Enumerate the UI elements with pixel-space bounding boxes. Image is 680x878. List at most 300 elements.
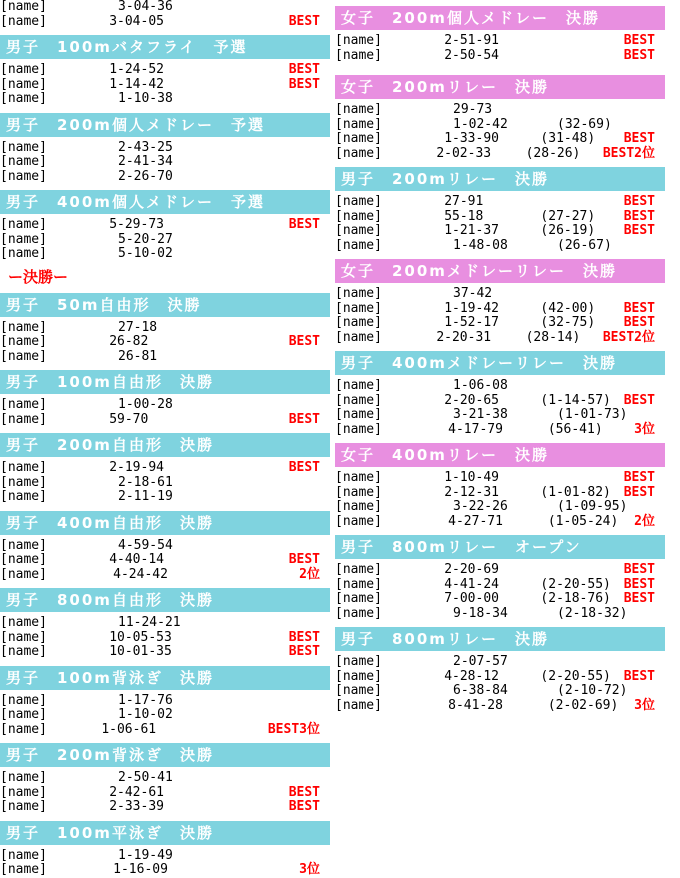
split-time: (32-75) [540,315,596,330]
placing [655,578,665,593]
best-mark: BEST [623,562,656,577]
result-row [335,563,665,578]
result-time: 7-00-00 [444,591,499,606]
swimmer-name: [name] [335,237,382,253]
result-time: 2-26-70 [118,168,173,184]
best-mark: BEST [623,668,656,684]
split-time: (1-01-73) [557,407,628,422]
placing [655,224,665,239]
placing [655,500,665,515]
split-time [222,0,312,15]
swimmer-name: [name] [0,168,47,184]
swimmer-name: [name] [0,474,47,490]
split-time [222,490,312,505]
split-time: (1-09-95) [557,499,628,514]
result-row [335,210,665,225]
swimmer-name: [name] [335,407,382,422]
best-mark: BEST [288,334,321,349]
result-time: 2-41-34 [118,154,173,169]
swimmer-name: [name] [0,862,47,877]
result-time: 5-10-02 [118,246,173,261]
placing: 3位 [634,697,655,713]
result-time: 1-33-90 [444,131,499,146]
result-time: 3-04-36 [118,0,173,14]
finals-subheading: ー決勝ー [8,267,69,286]
swimmer-name: [name] [335,576,382,592]
placing [320,708,330,723]
split-time: (56-41) [547,421,603,437]
best-mark: BEST [288,76,321,92]
best-mark: BEST [288,799,321,814]
result-row [335,34,665,49]
result-row [335,132,665,147]
event-header: 男子 200mリレー 決勝 [335,167,665,191]
split-time [191,723,268,738]
result-row [0,800,330,815]
result-row [335,471,665,486]
result-row [335,670,665,685]
result-row [0,631,330,646]
best-mark: BEST [623,208,656,224]
result-row [335,515,665,530]
result-time: 4-24-42 [113,566,168,582]
split-time [222,247,312,262]
event-header: 男子 200m自由形 決勝 [0,433,330,457]
split-time [557,655,647,670]
result-row [335,607,665,622]
best-mark: BEST [623,591,656,606]
result-row [0,170,330,185]
result-row [0,350,330,365]
result-time: 1-10-02 [118,707,173,722]
split-time [222,170,312,185]
result-row [0,141,330,156]
placing [655,486,665,501]
placing [655,132,665,147]
split-time: (2-20-55) [540,576,611,592]
result-row [335,578,665,593]
split-time [540,195,623,210]
split-time [205,413,288,428]
split-time [540,471,623,486]
result-time: 1-21-37 [444,223,499,238]
result-time: 1-52-17 [444,315,499,330]
swimmer-name: [name] [335,683,382,698]
best-mark: BEST [288,784,321,800]
split-time: (32-69) [557,116,612,132]
result-row [335,699,665,714]
split-time [222,708,312,723]
placing [320,170,330,185]
swimmer-name: [name] [0,411,47,427]
swimmer-name: [name] [0,721,47,737]
result-time: 1-19-42 [444,300,499,316]
swimmer-name: [name] [0,799,47,814]
result-time: 1-19-49 [118,847,173,863]
result-row [335,118,665,133]
split-time [213,863,299,878]
placing [320,476,330,491]
result-row [0,15,330,30]
swimmer-name: [name] [335,102,382,117]
placing [655,379,665,394]
placing [320,786,330,801]
result-row [0,645,330,660]
swimmer-name: [name] [335,421,382,437]
best-mark: BEST [267,721,300,737]
event-header: 男子 400m自由形 決勝 [0,511,330,535]
result-time: 6-38-84 [453,683,508,698]
event-header: 男子 50m自由形 決勝 [0,293,330,317]
placing [320,800,330,815]
result-time: 3-21-38 [453,407,508,422]
split-time: (2-10-72) [557,683,628,698]
split-time: (42-00) [540,300,596,316]
placing [320,413,330,428]
result-time: 26-81 [118,348,158,364]
split-time: (1-14-57) [540,392,611,408]
event-header: 女子 400mリレー 決勝 [335,443,665,467]
placing [655,607,665,622]
split-time: (1-05-24) [547,513,619,529]
result-time: 1-10-49 [444,470,499,485]
best-mark: BEST [602,145,635,161]
result-time: 27-91 [444,194,484,209]
swimmer-name: [name] [0,770,47,785]
split-time [222,233,312,248]
result-time: 4-59-54 [118,537,173,553]
result-time: 37-42 [453,286,493,301]
result-time: 1-14-42 [109,76,164,92]
split-time: (28-26) [525,145,581,161]
placing [655,684,665,699]
result-time: 5-20-27 [118,231,173,247]
split-time [540,563,623,578]
result-row [0,863,330,878]
best-mark: BEST [623,131,656,146]
result-time: 29-73 [453,102,493,117]
split-time: (2-18-76) [540,591,611,606]
best-mark: BEST [288,13,321,29]
result-time: 10-01-35 [109,644,172,659]
placing [655,287,665,302]
placing [655,592,665,607]
result-row [0,247,330,262]
split-time [222,321,312,336]
placing [320,15,330,30]
result-row [0,461,330,476]
swimmer-name: [name] [335,223,382,238]
swimmer-name: [name] [0,847,47,863]
placing [655,394,665,409]
event-header: 男子 100mバタフライ 予選 [0,35,330,59]
placing [320,616,330,631]
result-row [335,486,665,501]
swimmer-name: [name] [335,470,382,485]
placing: 3位 [634,421,655,437]
result-time: 1-48-08 [453,237,508,253]
placing: 2位 [299,566,320,582]
result-time: 1-02-42 [453,116,508,132]
result-time: 2-07-57 [453,654,508,669]
split-time: (26-19) [540,223,596,238]
placing [320,553,330,568]
result-time: 2-02-33 [436,145,492,161]
swimmer-name: [name] [0,629,47,645]
result-time: 4-17-79 [448,421,503,437]
event-header: 男子 800mリレー オープン [335,535,665,559]
best-mark: BEST [288,552,321,567]
swimmer-name: [name] [0,334,47,349]
swimmer-name: [name] [335,116,382,132]
placing [320,0,330,15]
result-row [0,490,330,505]
split-time [205,631,288,646]
placing: 2位 [634,145,655,161]
swimmer-name: [name] [335,697,382,713]
event-header: 男子 200m個人メドレー 予選 [0,113,330,137]
swimmer-name: [name] [0,644,47,659]
result-row [335,224,665,239]
split-time [205,800,288,815]
best-mark: BEST [623,470,656,485]
placing [655,210,665,225]
placing: 2位 [634,513,655,529]
swimmer-name: [name] [0,460,47,475]
result-time: 10-05-53 [109,629,172,645]
split-time: (2-02-69) [547,697,619,713]
split-time [557,379,647,394]
result-time: 2-42-61 [109,784,164,800]
placing [320,631,330,646]
swimmer-name: [name] [335,315,382,330]
swimmer-name: [name] [0,217,47,232]
swimmer-name: [name] [335,300,382,316]
split-time [222,849,312,864]
swimmer-name: [name] [335,562,382,577]
swimmer-name: [name] [0,397,47,412]
best-mark: BEST [623,484,656,500]
swimmer-name: [name] [335,591,382,606]
best-mark: BEST [288,62,321,77]
result-row [335,684,665,699]
event-header: 男子 800mリレー 決勝 [335,627,665,651]
split-time: (1-01-82) [540,484,611,500]
split-time: (2-18-32) [557,605,628,621]
swimmer-name: [name] [335,605,382,621]
result-time: 4-41-24 [444,576,499,592]
result-row [335,379,665,394]
split-time [222,476,312,491]
result-time: 2-50-54 [444,47,499,63]
placing: 3位 [299,862,320,877]
result-time: 2-51-91 [444,33,499,48]
result-row [335,655,665,670]
swimmer-name: [name] [335,33,382,48]
best-mark: BEST [623,33,656,48]
placing [320,771,330,786]
placing [655,408,665,423]
placing [320,461,330,476]
swimmer-name: [name] [335,131,382,146]
swimmer-name: [name] [335,499,382,514]
result-time: 1-16-09 [113,862,168,877]
swimmer-name: [name] [0,784,47,800]
result-row [335,331,665,346]
result-time: 1-10-38 [118,91,173,106]
section-gap [335,63,665,69]
event-header: 女子 200mリレー 決勝 [335,75,665,99]
result-row [0,553,330,568]
swimmer-name: [name] [335,378,382,393]
event-header: 男子 400m個人メドレー 予選 [0,190,330,214]
result-time: 2-20-65 [444,392,499,408]
split-time [222,694,312,709]
event-header: 男子 100m背泳ぎ 決勝 [0,666,330,690]
placing [320,78,330,93]
result-row [335,408,665,423]
best-mark: BEST [288,460,321,475]
split-time: (26-67) [557,237,612,253]
swimmer-name: [name] [0,139,47,155]
result-time: 2-20-31 [436,329,492,345]
best-mark: BEST [288,644,321,659]
best-mark: BEST [623,392,656,408]
result-row [0,78,330,93]
swimmer-name: [name] [0,348,47,364]
placing [655,34,665,49]
event-header: 男子 100m平泳ぎ 決勝 [0,821,330,845]
best-mark: BEST [623,47,656,63]
placing [655,49,665,64]
split-time: (28-14) [525,329,581,345]
event-header: 男子 100m自由形 決勝 [0,370,330,394]
placing [320,539,330,554]
result-row [335,287,665,302]
placing [655,670,665,685]
swimmer-name: [name] [335,329,382,345]
event-header: 男子 800m自由形 決勝 [0,588,330,612]
split-time [205,63,288,78]
swimmer-name: [name] [0,91,47,106]
split-time [205,335,288,350]
placing [655,471,665,486]
swimmer-name: [name] [0,489,47,504]
split-time: (31-48) [540,131,596,146]
split-time [222,398,312,413]
swimmer-name: [name] [335,47,382,63]
placing [655,103,665,118]
placing [320,849,330,864]
split-time [205,553,288,568]
result-row [0,321,330,336]
placing [320,63,330,78]
placing [320,233,330,248]
placing [320,645,330,660]
result-row [0,155,330,170]
split-time [205,786,288,801]
result-time: 4-40-14 [109,552,164,567]
best-mark: BEST [623,576,656,592]
result-time: 4-27-71 [448,513,503,529]
result-row [335,394,665,409]
left-results-column [0,0,330,878]
result-row [335,195,665,210]
result-row [0,616,330,631]
swimmer-name: [name] [335,484,382,500]
best-mark: BEST [623,315,656,330]
result-time: 2-20-69 [444,562,499,577]
event-header: 女子 200m個人メドレー 決勝 [335,6,665,30]
split-time [222,141,312,156]
placing [320,321,330,336]
placing [320,694,330,709]
event-header: 女子 200mメドレーリレー 決勝 [335,259,665,283]
placing [320,218,330,233]
split-time [205,461,288,476]
result-time: 2-19-94 [109,460,164,475]
split-time [222,92,312,107]
swimmer-name: [name] [335,392,382,408]
placing [655,563,665,578]
best-mark: BEST [288,629,321,645]
placing [320,155,330,170]
result-time: 8-41-28 [448,697,503,713]
placing [320,335,330,350]
result-row [0,0,330,15]
result-row [0,218,330,233]
event-header: 男子 400mメドレーリレー 決勝 [335,351,665,375]
result-time: 2-11-19 [118,489,173,504]
result-time: 59-70 [109,411,149,427]
result-row [335,239,665,254]
result-row [335,103,665,118]
swimmer-name: [name] [0,246,47,261]
split-time [222,771,312,786]
split-time [205,218,288,233]
placing [655,118,665,133]
split-time [557,103,647,118]
result-time: 26-82 [109,334,149,349]
result-row [0,335,330,350]
swimmer-name: [name] [335,513,382,529]
result-time: 2-43-25 [118,139,173,155]
swimmer-name: [name] [0,0,47,14]
split-time [205,78,288,93]
result-row [335,49,665,64]
right-results-column [335,0,665,713]
result-row [0,723,330,738]
result-row [0,63,330,78]
split-time [205,15,288,30]
split-time: (27-27) [540,208,596,224]
swimmer-name: [name] [0,62,47,77]
swimmer-name: [name] [0,566,47,582]
result-row [335,500,665,515]
result-row [0,398,330,413]
split-time [213,568,299,583]
result-time: 3-22-26 [453,499,508,514]
best-mark: BEST [288,217,321,232]
result-time: 1-06-08 [453,378,508,393]
placing [655,655,665,670]
placing [320,247,330,262]
placing [655,316,665,331]
split-time [205,645,288,660]
swimmer-name: [name] [335,654,382,669]
result-row [0,708,330,723]
result-time: 2-12-31 [444,484,499,500]
